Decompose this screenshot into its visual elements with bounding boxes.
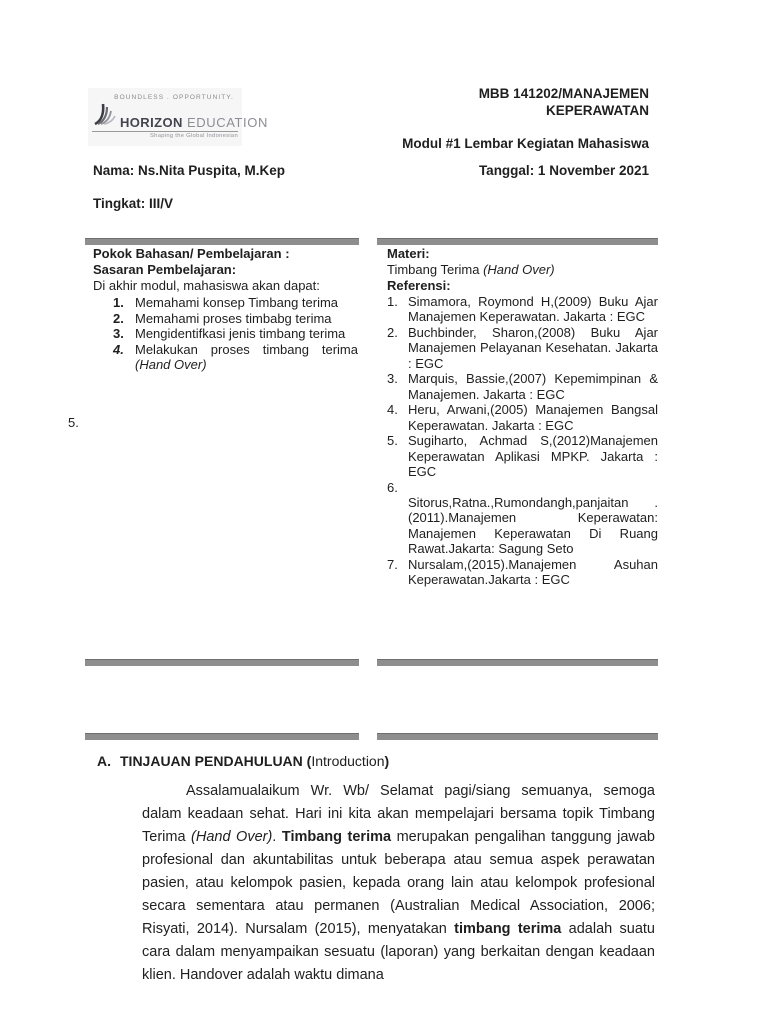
list-item-5-number: 5. — [68, 415, 79, 430]
course-code-line1: MBB 141202/MANAJEMEN — [478, 86, 649, 101]
objective-number: 4. — [113, 341, 124, 357]
materials-column — [387, 246, 658, 588]
reference-text: Simamora, Roymond H,(2009) Buku Ajar Manajemen Keperawatan. Jakarta : EGC — [408, 293, 658, 324]
logo-brand-name — [120, 116, 268, 130]
reference-text: Marquis, Bassie,(2007) Kepemimpinan & Manajemen. Jakarta : EGC — [408, 371, 658, 402]
objective-number: 1. — [113, 295, 124, 310]
reference-item — [387, 495, 658, 557]
reference-item — [387, 433, 658, 480]
materi-value-text: Timbang Terima — [387, 262, 484, 277]
objective-text: Memahami konsep Timbang terima — [135, 295, 339, 310]
reference-text: Buchbinder, Sharon,(2008) Buku Ajar Manajemen Pelayanan Kesehatan. Jakarta : EGC — [408, 324, 658, 371]
reference-text: Heru, Arwani,(2005) Manajemen Bangsal Keperawatan. Jakarta : EGC — [408, 402, 658, 433]
level: Tingkat: III/V — [93, 196, 174, 211]
date: Tanggal: 1 November 2021 — [478, 163, 649, 178]
objectives-heading1: Pokok Bahasan/ Pembelajaran : — [93, 246, 290, 261]
objective-text: Melakukan proses timbang terima — [135, 341, 358, 357]
reference-text: Sitorus,Ratna.,Rumondangh,panjaitan .(2011).Manajemen Keperawatan: Manajemen Keperawatan Di Ruang Rawat.Jakarta: Sagung Seto — [408, 494, 658, 556]
table-border-bar — [85, 733, 359, 740]
student-name: Nama: Ns.Nita Puspita, M.Kep — [93, 163, 286, 178]
module-title: Modul #1 Lembar Kegiatan Mahasiswa — [402, 136, 649, 151]
reference-text: Sugiharto, Achmad S,(2012)Manajemen Keperawatan Aplikasi MPKP. Jakarta : EGC — [408, 433, 658, 479]
table-border-bar — [377, 659, 658, 666]
course-code — [300, 85, 649, 119]
reference-item — [387, 294, 658, 325]
reference-number: 3. — [387, 371, 398, 386]
paragraph-segment-bold: Timbang terima — [281, 829, 392, 845]
reference-number: 5. — [387, 433, 398, 448]
paragraph-segment-bold: timbang terima — [454, 921, 562, 937]
reference-text: Nursalam,(2015).Manajemen Asuhan Keperawatan.Jakarta : EGC — [408, 556, 658, 587]
referensi-label: Referensi: — [387, 277, 451, 293]
objectives-intro: Di akhir modul, mahasiswa akan dapat: — [93, 278, 320, 293]
logo-swoosh-icon — [92, 103, 118, 130]
objective-item — [93, 342, 358, 373]
horizon-education-logo — [88, 88, 268, 146]
logo-brand-light: EDUCATION — [182, 115, 268, 130]
objectives-heading2: Sasaran Pembelajaran: — [93, 262, 237, 277]
reference-item — [387, 371, 658, 402]
paragraph-segment: . — [272, 829, 282, 845]
objective-text: Mengidentifkasi jenis timbang terima — [135, 326, 346, 341]
materi-label: Materi: — [387, 246, 430, 261]
reference-number: 7. — [387, 556, 398, 572]
objectives-column — [93, 246, 358, 373]
table-border-bar — [85, 659, 359, 666]
logo-tagline-bottom: Shaping the Global Indonesian — [150, 133, 238, 139]
table-border-bar — [85, 238, 359, 245]
table-border-bar — [377, 238, 658, 245]
section-a-title-bold: TINJAUAN PENDAHULUAN ( — [120, 753, 312, 769]
reference-list — [387, 294, 658, 588]
reference-item — [387, 402, 658, 433]
section-a-label: A. — [97, 753, 111, 769]
section-a-title-close: ) — [384, 753, 390, 769]
course-code-line2: KEPERAWATAN — [545, 103, 649, 118]
paragraph-segment: merupakan pengalihan tanggung jawab profesional dan akuntabilitas untuk beberapa atau semua aspek perawatan pasien, atau kelompok pasien, kepada orang lain atau kelompok profesional secara sementara atau permanen (Australian Medical Association, 2006; Risyati, 2014). Nursalam (2015), menyatakan — [142, 829, 656, 937]
paragraph-segment: Assalamualaikum Wr. Wb/ Selamat pagi/siang semuanya, semoga dalam keadaan sehat. Hari ini kita akan mempelajari bersama topik Timbang Terima — [142, 783, 655, 845]
reference-item — [387, 557, 658, 588]
logo-tagline-top: BOUNDLESS . OPPORTUNITY. — [114, 94, 234, 101]
logo-brand-row — [92, 103, 268, 132]
introduction-paragraph — [142, 780, 655, 987]
reference-number: 1. — [387, 293, 398, 309]
objective-item — [93, 311, 358, 327]
objective-text-italic: (Hand Over) — [135, 357, 207, 372]
reference-number: 2. — [387, 324, 398, 340]
section-a-heading — [97, 753, 389, 769]
objective-text: Memahami proses timbabg terima — [135, 310, 332, 326]
reference-number: 6. — [387, 479, 398, 495]
materi-value — [387, 262, 658, 278]
objective-item — [93, 326, 358, 342]
section-a-title-normal: Introduction — [311, 753, 385, 769]
table-border-bar — [377, 733, 658, 740]
materi-value-italic: (Hand Over) — [483, 262, 555, 277]
objective-number: 2. — [113, 310, 124, 326]
objectives-list — [93, 295, 358, 373]
paragraph-segment-italic: (Hand Over) — [191, 829, 273, 845]
objective-item — [93, 295, 358, 311]
reference-number: 4. — [387, 402, 398, 417]
logo-brand-bold: HORIZON — [120, 115, 183, 130]
paragraph-segment: adalah suatu cara dalam menyampaikan sesuatu (laporan) yang berkaitan dengan keadaan klien. Handover adalah waktu dimana — [142, 921, 655, 983]
objective-number: 3. — [113, 326, 124, 341]
reference-item — [387, 325, 658, 372]
